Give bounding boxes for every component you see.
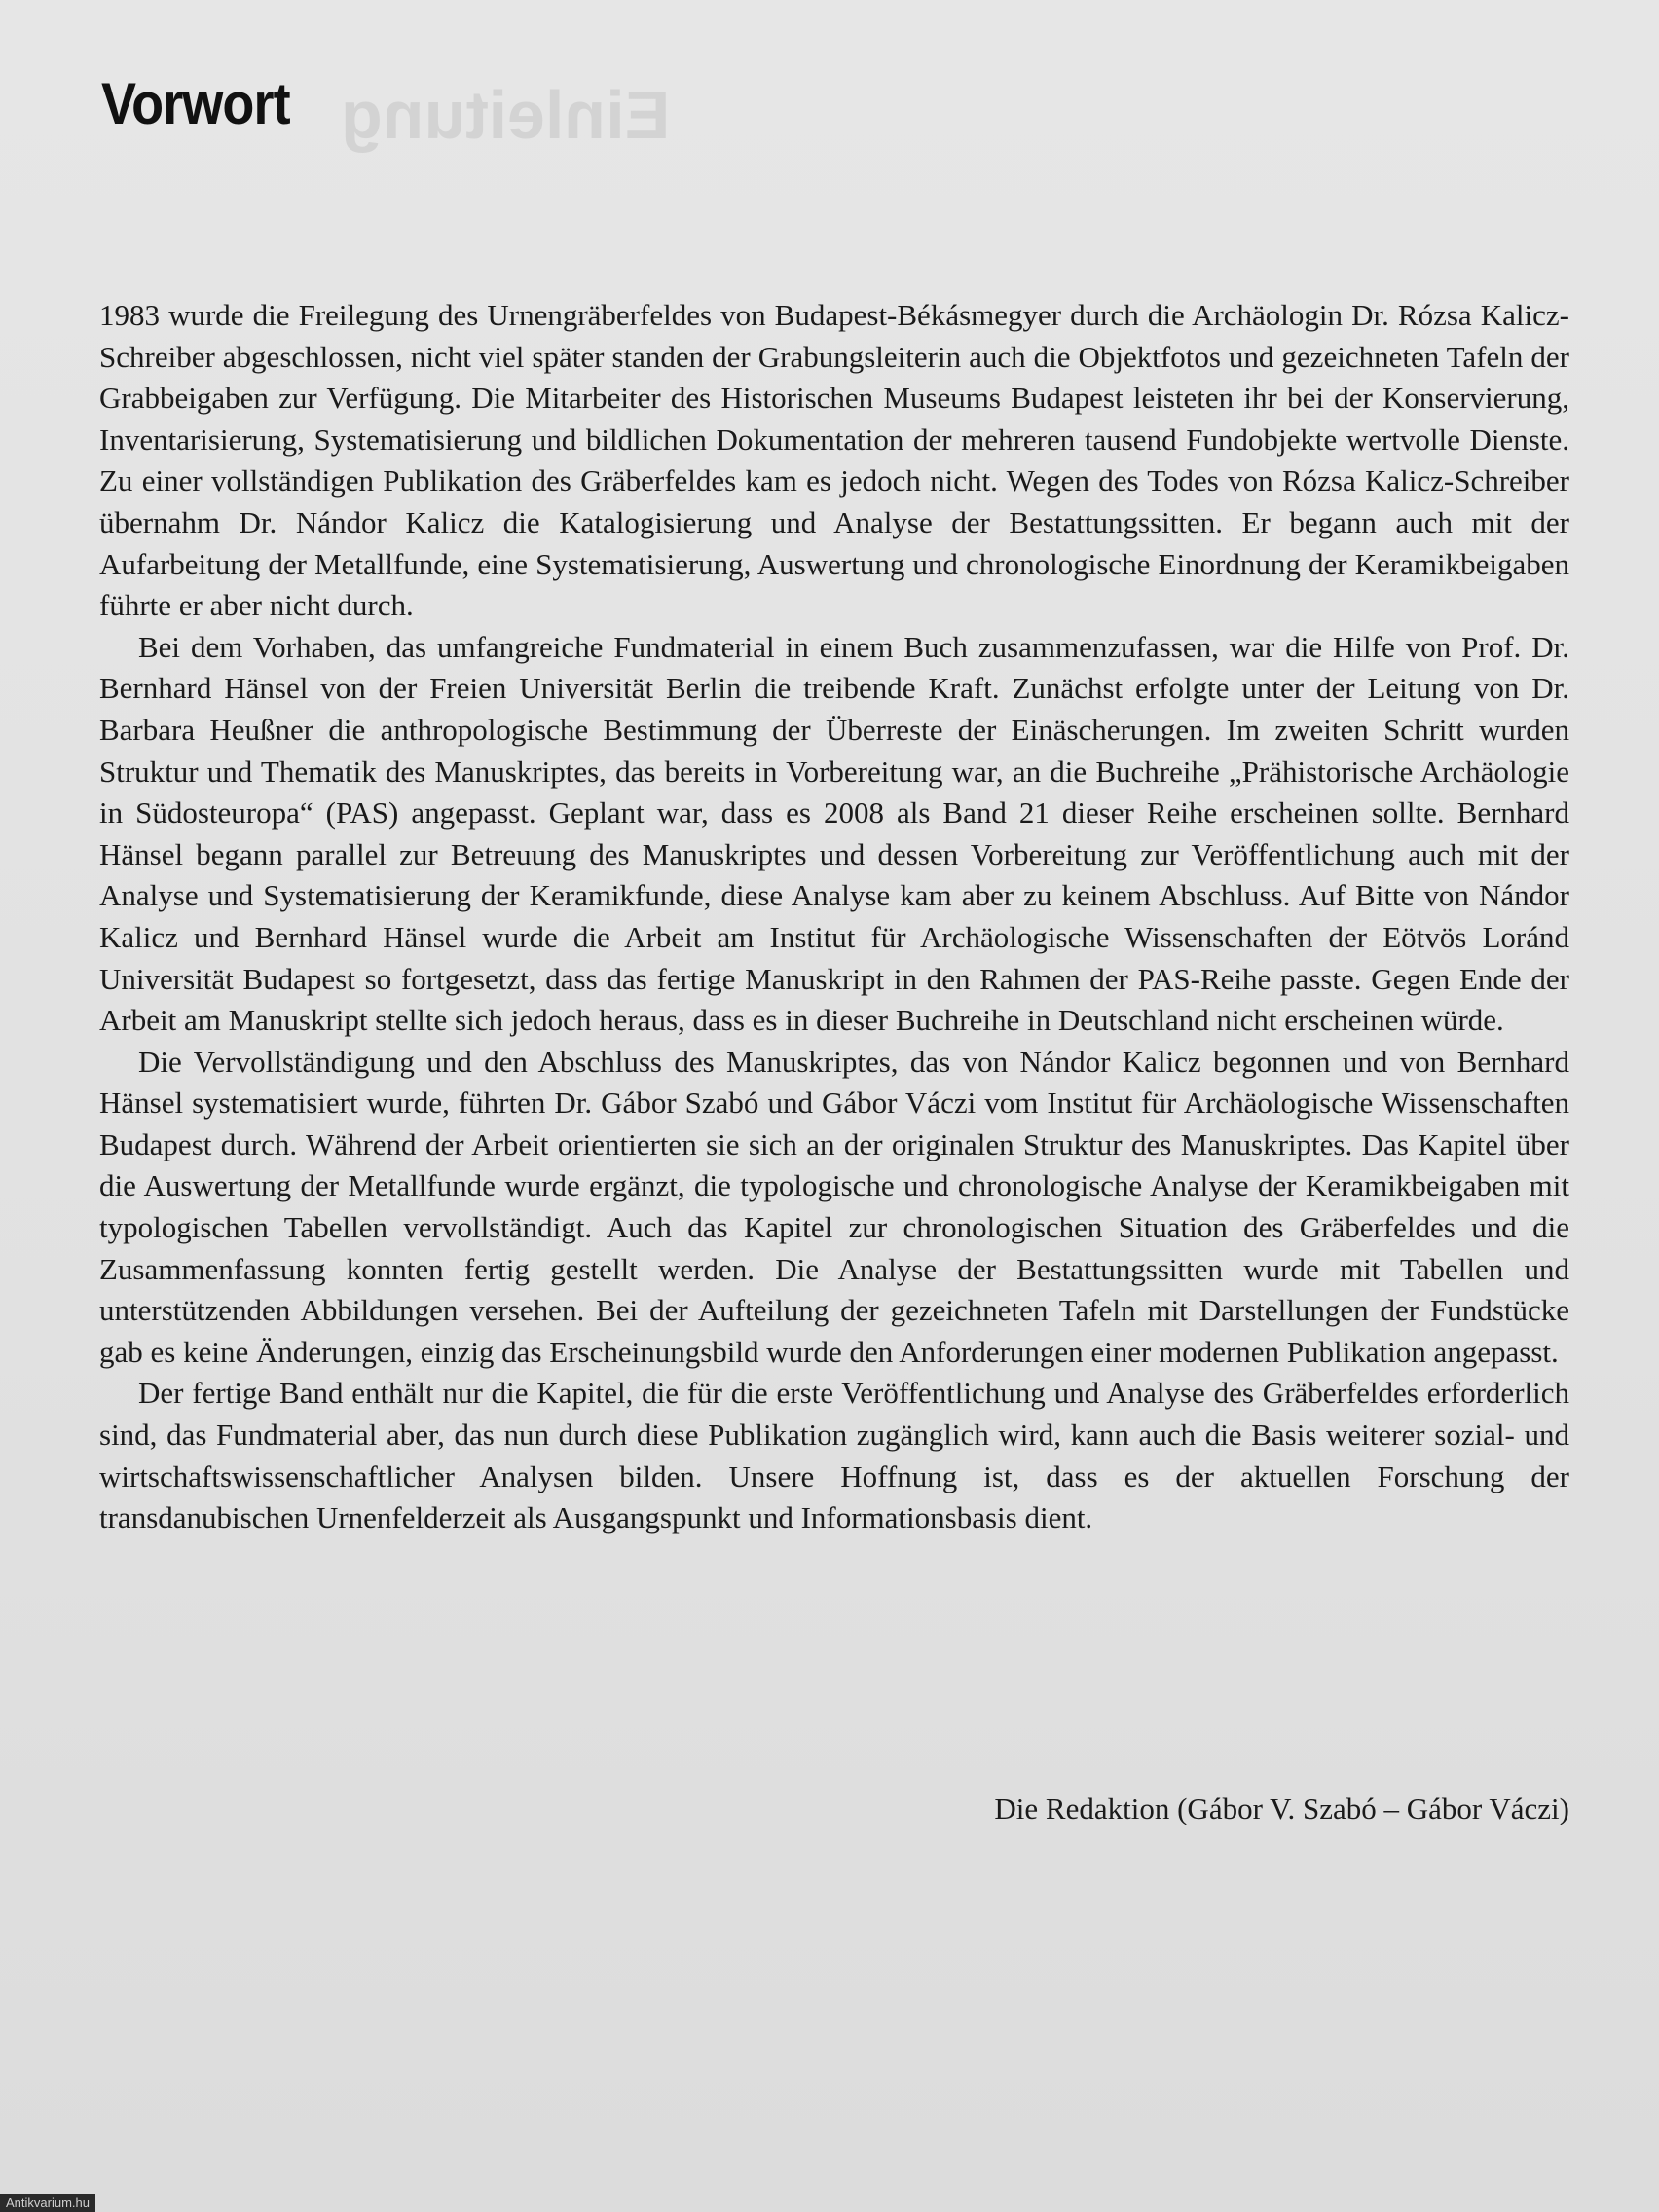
- paragraph-2: Bei dem Vorhaben, das umfangreiche Fundmaterial in einem Buch zusammenzufassen, war die Hilfe von Prof. Dr. Bernhard Hänsel von der Freien Universität Berlin die treibende Kraft. Zunächst erfolgte unter der Leitung von Dr. Barbara Heußner die anthropologische Bestimmung der Überreste der Einäscherungen. Im zweiten Schritt wurden Struktur und Thematik des Manuskriptes, das bereits in Vorbereitung war, an die Buchreihe „Prähistorische Archäologie in Südosteuropa“ (PAS) angepasst. Geplant war, dass es 2008 als Band 21 dieser Reihe erscheinen sollte. Bernhard Hänsel begann parallel zur Betreuung des Manuskriptes und dessen Vorbereitung zur Veröffentlichung auch mit der Analyse und Systematisierung der Keramikfunde, diese Analyse kam aber zu keinem Abschluss. Auf Bitte von Nándor Kalicz und Bernhard Hänsel wurde die Arbeit am Institut für Archäologische Wissenschaften der Eötvös Loránd Universität Budapest so fortgesetzt, dass das fertige Manuskript in den Rahmen der PAS-Reihe passte. Gegen Ende der Arbeit am Manuskript stellte sich jedoch heraus, dass es in dieser Buchreihe in Deutschland nicht erscheinen würde.: [99, 629, 1569, 1038]
- paragraph-3: Die Vervollständigung und den Abschluss des Manuskriptes, das von Nándor Kalicz begonnen und von Bernhard Hänsel systematisiert wurde, führten Dr. Gábor Szabó und Gábor Váczi vom Institut für Archäologische Wissenschaften Budapest durch. Während der Arbeit orientierten sie sich an der originalen Struktur des Manuskriptes. Das Kapitel über die Auswertung der Metallfunde wurde ergänzt, die typologische und chronologische Analyse der Keramikbeigaben mit typologischen Tabellen vervollständigt. Auch das Kapitel zur chronologischen Situation des Gräberfeldes und die Zusammenfassung konnten fertig gestellt werden. Die Analyse der Bestattungssitten wurde mit Tabellen und unterstützenden Abbildungen versehen. Bei der Aufteilung der gezeichneten Tafeln mit Darstellungen der Fundstücke gab es keine Änderungen, einzig das Erscheinungsbild wurde den Anforderungen einer modernen Publikation angepasst.: [99, 1044, 1569, 1369]
- signature: Die Redaktion (Gábor V. Szabó – Gábor Váczi): [994, 1791, 1569, 1825]
- watermark: Antikvarium.hu: [0, 2194, 95, 2212]
- paragraph-4: Der fertige Band enthält nur die Kapitel, die für die erste Veröffentlichung und Analyse des Gräberfeldes erforderlich sind, das Fundmaterial aber, das nun durch diese Publikation zugänglich wird, kann auch die Basis weiterer sozial- und wirtschaftswissenschaftlicher Analysen bilden. Unsere Hoffnung ist, dass es der aktuellen Forschung der transdanubischen Urnenfelderzeit als Ausgangspunkt und Informationsbasis dient.: [99, 1376, 1569, 1535]
- paragraph-1: 1983 wurde die Freilegung des Urnengräberfeldes von Budapest-Békásmegyer durch die Archäologin Dr. Rózsa Kalicz-Schreiber abgeschlossen, nicht viel später standen der Grabungsleiterin auch die Objektfotos und gezeichneten Tafeln der Grabbeigaben zur Verfügung. Die Mitarbeiter des Historischen Museums Budapest leisteten ihr bei der Konservierung, Inventarisierung, Systematisierung und bildlichen Dokumentation der mehreren tausend Fundobjekte wertvolle Dienste. Zu einer vollständigen Publikation des Gräberfeldes kam es jedoch nicht. Wegen des Todes von Rózsa Kalicz-Schreiber übernahm Dr. Nándor Kalicz die Katalogisierung und Analyse der Bestattungssitten. Er begann auch mit der Aufarbeitung der Metallfunde, eine Systematisierung, Auswertung und chronologische Einordnung der Keramikbeigaben führte er aber nicht durch.: [99, 298, 1569, 623]
- bleed-through-title: Einleitung: [341, 77, 671, 153]
- body-text: [99, 295, 1569, 1539]
- page-title: Vorwort: [101, 71, 290, 136]
